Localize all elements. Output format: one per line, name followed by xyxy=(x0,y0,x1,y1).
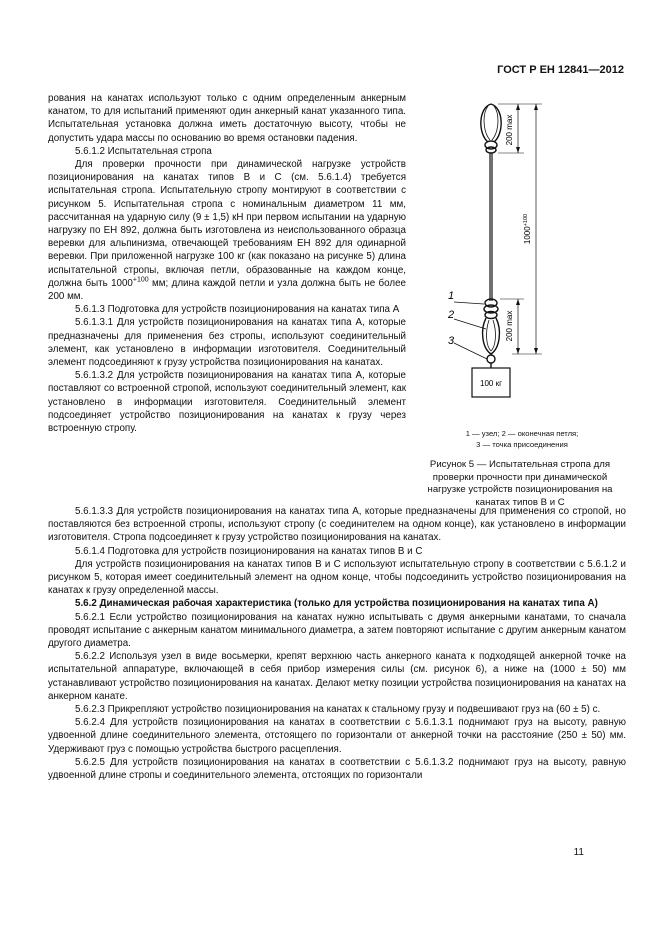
paragraph: 5.6.2.3 Прикрепляют устройство позиционирования на канатах к стальному грузу и подвешивают груз на (60 ± 5) с. xyxy=(75,704,601,716)
left-column-text xyxy=(48,92,406,435)
document-header: ГОСТ Р ЕН 12841—2012 xyxy=(497,64,624,76)
paragraph: 5.6.1.3 Подготовка для устройств позиционирования на канатах типа А xyxy=(75,304,400,316)
paragraph: Для проверки прочности при динамической нагрузке устройств позиционирования на канатах типов В и С (см. 5.6.1.4) требуется испытательная стропа. Испытательную стропу монтируют в соответствии с рисунком 5. Испытательная стропа с номинальным диаметром 11 мм, рассчитанная на ударную силу (9 ± 1,5) кН при первом испытании на ударную нагрузку по ЕН 892, должна быть изготовлена из неиспользованного образца веревки для альпинизма, отвечающей требованиям ЕН 892 для одинарной веревки. При приложенной нагрузке 100 кг (как показано на рисунке 5) длина испытательной стропы, включая петли, образованные на каждом конце, должна быть $1000^{+100}$ мм; длина каждой петли и узла должна быть не более 200 мм. xyxy=(48,159,407,303)
legend-line-2: 3 — точка присоединения xyxy=(476,440,568,449)
paragraph: 5.6.1.3.3 Для устройств позиционирования на канатах типа А, которые предназначены для применения со стропой, но поставляются без встроенной стропы, используют стропу (с соединителем на одном конце), как установлено в информации изготовителя. Стропа подсоединяет к грузу устройство позиционирования на канатах. xyxy=(48,506,626,544)
paragraph: 5.6.2.4 Для устройств позиционирования на канатах в соответствии с 5.6.1.3.1 поднимают груз на высоту, равную удвоенной длине соединительного элемента, отстоящего по горизонтали от анкерной точки на расстояние (250 ± 50) мм. Удерживают груз с помощью устройства быстрого расцепления. xyxy=(48,717,626,755)
weight-label: 100 кг xyxy=(480,379,502,388)
paragraph: 5.6.2.1 Если устройство позиционирования на канатах нужно испытывать с двумя анкерными канатами, то сначала проводят испытание с анкерным канатом минимального диаметра, а затем повторяют испытание с другим анкерным канатом другого диаметра. xyxy=(48,611,626,650)
legend-line-1: 1 — узел; 2 — оконечная петля; xyxy=(465,429,579,438)
paragraph: 5.6.2.5 Для устройств позиционирования на канатах в соответствии с 5.6.1.3.2 поднимают груз на высоту, равную удвоенной длине стропы и соединительного элемента, отстоящих по горизонтали xyxy=(48,756,626,782)
paragraph: 5.6.1.3.2 Для устройств позиционирования на канатах типа А, которые поставляют со встроенной стропой, используют соединительный элемент, как установлено в информации изготовителя. Соединительный элемент подсоединяет устройство позиционирования на канатах к грузу через встроенную стропу. xyxy=(48,370,406,435)
paragraph: рования на канатах используют только с одним определенным анкерным канатом, то для испытаний применяют один анкерный канат указанного типа. Испытательная установка должна иметь достаточную высоту, чтобы не допустить удара массы по основанию во время остановки падения. xyxy=(48,93,406,144)
figure-5-test-lanyard xyxy=(416,96,628,426)
paragraph: Для устройств позиционирования на канатах типов В и С используют испытательную стропу в соответствии с 5.6.1.2 и рисунком 5, которая имеет соединительный элемент на одном конце, чтобы подсоединить устройство позиционирования на канатах к грузу определенной массы. xyxy=(48,558,626,597)
figure-caption: Рисунок 5 — Испытательная стропа для проверки прочности при динамической нагрузке устройств позиционирования на канатах типов В и С xyxy=(427,459,613,508)
dim-bottom-label: 200 max xyxy=(505,310,514,342)
paragraph: 5.6.2 Динамическая рабочая характеристика (только для устройства позиционирования на канатах типа А) xyxy=(75,598,598,610)
label-2: 2 xyxy=(448,309,455,321)
paragraph: 5.6.1.2 Испытательная стропа xyxy=(75,145,212,157)
dim-total-label: $1000^{+100}$ xyxy=(523,213,532,245)
full-width-text xyxy=(48,505,626,782)
figure-drawing xyxy=(416,96,628,426)
paragraph: 5.6.1.3.1 Для устройств позиционирования на канатах типа А, которые предназначены для применения без стропы, используют соединительный элемент, как установлено в информации изготовителя. Соединительный элемент подсоединяют к грузу устройства позиционирования на канатах. xyxy=(48,317,406,369)
label-3: 3 xyxy=(448,335,455,347)
dim-top-label: 200 max xyxy=(505,114,514,146)
figure-legend xyxy=(416,428,628,450)
paragraph: 5.6.1.4 Подготовка для устройств позиционирования на канатах типов В и С xyxy=(75,545,423,557)
paragraph: 5.6.2.2 Используя узел в виде восьмерки, крепят верхнюю часть анкерного каната к подходящей анкерной точке на испытательной аппаратуре, включающей в себя прибор измерения силы (см. рисунок 6), а ниже на (1000 ± 50) мм устанавливают устройство позиционирования на канатах. Делают метку позиции устройства позиционирования на канатах на анкерном канате. xyxy=(48,651,626,702)
page-number: 11 xyxy=(573,847,584,858)
label-1: 1 xyxy=(448,290,455,302)
